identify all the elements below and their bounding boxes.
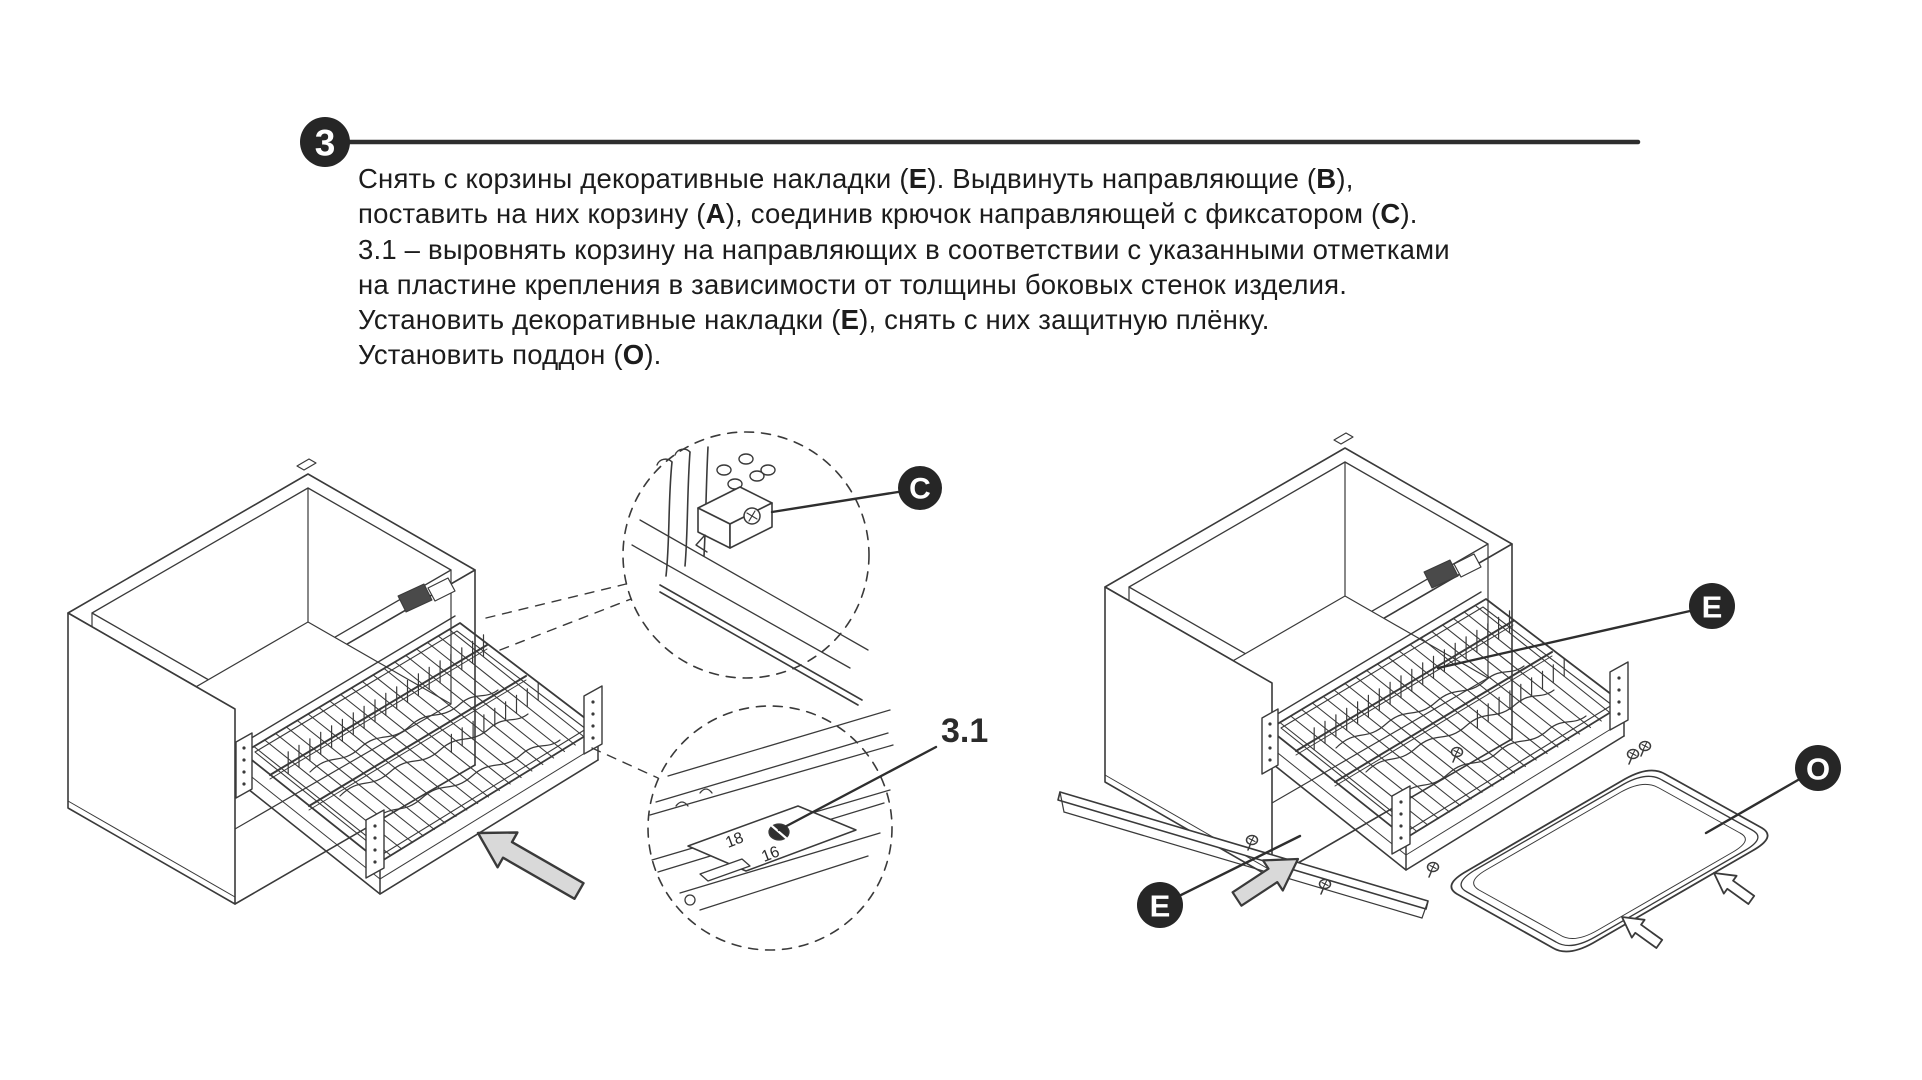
push-arrow-left-icon (478, 833, 584, 899)
screw-icon (1452, 748, 1463, 763)
label-badge-e-bottom-letter: E (1149, 888, 1171, 924)
tray-insert-arrow-icon (1622, 917, 1662, 948)
step-header (300, 117, 1638, 167)
screw-icon (1640, 742, 1651, 757)
instruction-line: Установить декоративные накладки (E), снять с них защитную плёнку. (358, 304, 1270, 336)
figure-cabinet-basket-left (68, 459, 658, 904)
detail-leader-dashed (592, 748, 658, 778)
label-badge-c-letter: C (909, 472, 931, 506)
detail-leader-dashed (486, 584, 626, 618)
tray-insert-arrow-icon (1714, 873, 1754, 904)
step-number: 3 (314, 122, 336, 164)
instruction-line: Установить поддон (O). (358, 339, 662, 371)
screw-icon (1628, 750, 1639, 765)
figure-cabinet-basket-right (1058, 433, 1841, 952)
detail-ref-label: 3.1 (941, 712, 989, 750)
instruction-text (358, 161, 1558, 373)
label-badge-o-letter: O (1805, 751, 1831, 787)
plate-mark-16: 16 (759, 843, 783, 866)
instruction-line: поставить на них корзину (A), соединив крючок направляющей с фиксатором (C). (358, 198, 1418, 230)
instruction-line: на пластине крепления в зависимости от толщины боковых стенок изделия. (358, 268, 1348, 300)
detail-circle-alignment (648, 706, 988, 950)
instruction-line: 3.1 – выровнять корзину на направляющих в соответствии с указанными отметками (358, 233, 1450, 265)
instruction-line: Снять с корзины декоративные накладки (E). Выдвинуть направляющие (B), (358, 163, 1354, 194)
label-badge-e-top-letter: E (1701, 589, 1723, 625)
screw-icon (1428, 863, 1439, 878)
detail-leader-dashed (500, 599, 631, 650)
detail-circle-fixator (623, 432, 942, 705)
cabinet-drawing (68, 459, 475, 904)
plate-mark-18: 18 (723, 829, 747, 852)
screw-icon (1320, 880, 1331, 895)
